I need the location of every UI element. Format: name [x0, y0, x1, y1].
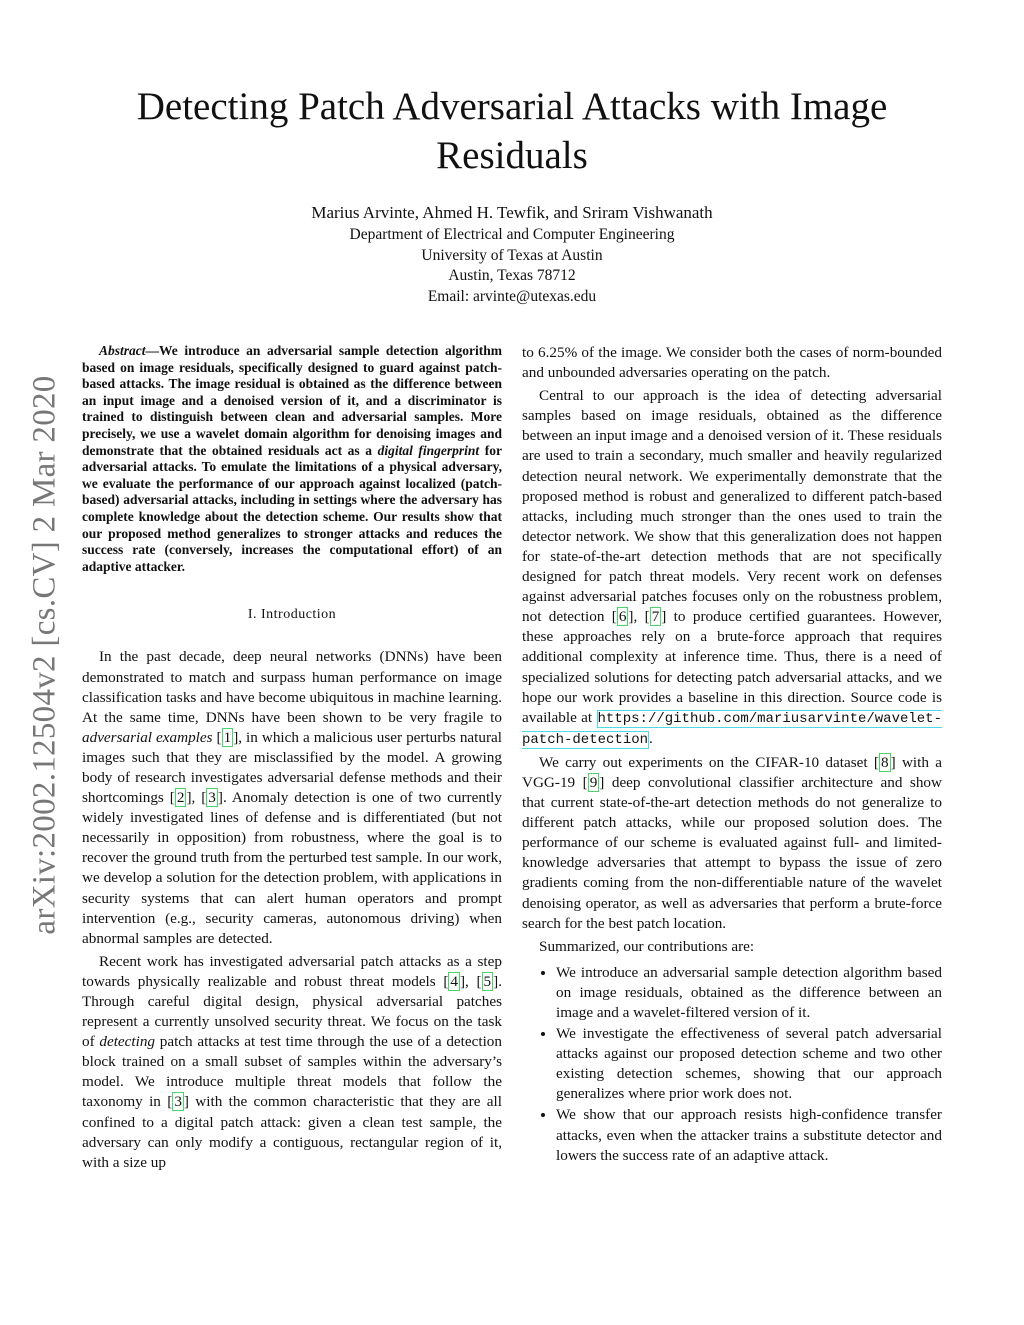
intro-paragraph-2: Recent work has investigated adversarial patch attacks as a step towards physically realizable and robust threat models [ 4 ], [ 5 ]. Through careful digital design, physical adversarial patches represent a currently unsolved security threat. We focus on the task of detecting patch attacks at test time through the use of a detection block trained on a small subset of samples within the adversary’s model. We introduce multiple threat models that follow the taxonomy in [ 3 ] with the common characteristic that they are all confined to a digital patch attack: given a clean test sample, the adversary can only modify a contiguous, rectangular region of it, with a size up [82, 952, 502, 1171]
section-title-introduction: I. Introduction [247, 607, 337, 623]
approach-paragraph: Central to our approach is the idea of detecting adversarial samples based on image residuals, obtained as the difference between an input image and a denoised version of it. These residuals are used to train a secondary, much smaller and heavily regularized detection neural network. We experimentally demonstrate that the proposed method is robust and generalized to different patch-based attacks, including much stronger than the ones used to train the detector network. We show that this generalization does not happen for state-of-the-art detection methods that are not specifically designed for patch threat models. Very recent work on defenses against adversarial patches focuses only on the robustness problem, not detection [ 6 ], [ 7 ] to produce certified guarantees. However, these approaches rely on a brute-force approach that requires additional complexity at inference time. Thus, there is a need of specialized solutions for detecting patch adversarial attacks, and we hope our work provides a baseline in this direction. Source code is available at https://github.com/mariusarvinte/wavelet-patch-detection. [522, 387, 942, 748]
contributions-list [522, 963, 942, 1166]
citation-link[interactable]: 3 [208, 789, 216, 807]
paragraph-continuation: to 6.25% of the image. We consider both the cases of norm-bounded and unbounded adversaries operating on the patch. [522, 344, 942, 382]
contributions-intro: Summarized, our contributions are: [539, 937, 755, 955]
list-item: • We introduce an adversarial sample detection algorithm based on image residuals, obtained as the difference between an image and a wavelet-filtered version of it. [556, 963, 942, 1023]
list-item: • We investigate the effectiveness of several patch adversarial attacks against our proposed detection scheme and two other existing detection schemes, showing that our approach generalizes where prior work does not. [556, 1024, 942, 1104]
paper-title: Detecting Patch Adversarial Attacks with Image Residuals [136, 85, 888, 177]
citation-link[interactable]: 3 [174, 1093, 182, 1111]
citation-link[interactable]: 8 [880, 753, 889, 771]
abstract-label: Abstract [99, 343, 146, 358]
right-column [522, 343, 942, 1167]
citation-link[interactable]: 6 [618, 608, 627, 626]
citation-link[interactable]: 5 [483, 972, 492, 990]
arxiv-id: arXiv:2002.12504v2 [cs.CV] 2 Mar 2020 [26, 375, 63, 935]
citation-link[interactable]: 7 [651, 608, 660, 626]
citation-link[interactable]: 1 [223, 728, 232, 746]
citation-link[interactable]: 2 [176, 789, 185, 807]
affiliation [150, 225, 874, 307]
intro-paragraph-1: In the past decade, deep neural networks (DNNs) have been demonstrated to match and surpass human performance on image classification tasks and have become ubiquitous in machine learning. At the same time, DNNs have been shown to be very fragile to adversarial examples [ 1 ], in which a malicious user perturbs natural images such that they are misclassified by the model. A growing body of research investigates adversarial defense methods and their shortcomings [ 2 ], [ 3 ]. Anomaly detection is one of two currently widely investigated lines of defense and is differentiated (but not necessarily in opposition) from robustness, where the goal is to recover the ground truth from the perturbed test sample. In our work, we develop a solution for the detection problem, with applications in security systems that can alert human operators and prompt intervention (e.g., security cameras, autonomous driving) when abnormal samples are detected. [82, 648, 503, 947]
experiments-paragraph: We carry out experiments on the CIFAR-10 dataset [ 8 ] with a VGG-19 [ 9 ] deep convolutional classifier architecture and show that current state-of-the-art detection methods do not generalize to different patch attacks, while our proposed solution does. The performance of our scheme is evaluated against full- and limited-knowledge adversaries that attempt to bypass the issue of zero gradients coming from the non-differentiable nature of the wavelet denoising operator, as well as adversaries that perform a brute-force search for the best patch location. [522, 753, 942, 932]
email: Email: arvinte@utexas.edu [427, 287, 597, 305]
left-column [82, 343, 502, 1176]
authors: Marius Arvinte, Ahmed H. Tewfik, and Sriram Vishwanath [311, 203, 713, 222]
citation-link[interactable]: 4 [450, 972, 458, 990]
university: University of Texas at Austin [421, 246, 603, 264]
list-item: • We show that our approach resists high-confidence transfer attacks, even when the attacker trains a substitute detector and lowers the success rate of an adaptive attack. [556, 1105, 942, 1165]
department: Department of Electrical and Computer Engineering [349, 226, 675, 243]
source-code-link[interactable]: https://github.com/mariusarvinte/wavelet-patch-detection [522, 710, 942, 748]
abstract: Abstract—We introduce an adversarial sample detection algorithm based on image residuals, specifically designed to guard against patch-based attacks. The image residual is obtained as the difference between an input image and a denoised version of it, and a discriminator is trained to distinguish between clean and adversarial samples. More precisely, we use a wavelet domain algorithm for denoising images and demonstrate that the obtained residuals act as a digital fingerprint for adversarial attacks. To emulate the limitations of a physical adversary, we evaluate the performance of our approach against localized (patch-based) adversarial attacks, including in settings where the adversary has complete knowledge about the detection scheme. Our results show that our proposed method generalizes to stronger attacks and reduces the success rate (conversely, increases the computational effort) of an adaptive attacker. [82, 343, 502, 574]
citation-link[interactable]: 9 [589, 773, 598, 791]
arxiv-sidebar [20, 370, 70, 940]
city: Austin, Texas 78712 [448, 267, 576, 284]
